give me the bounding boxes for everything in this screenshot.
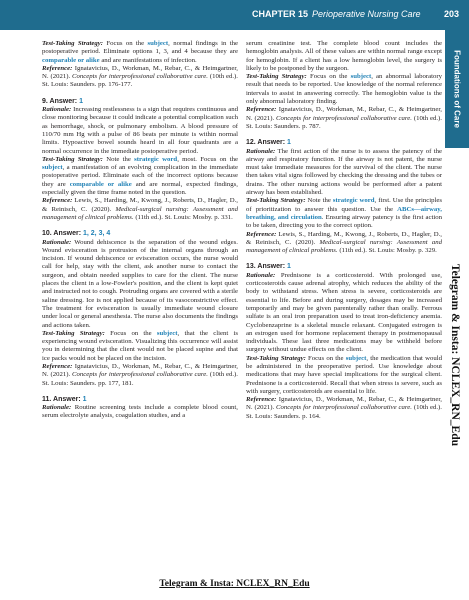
reference-paragraph: Reference: Ignatavicius, D., Workman, M., Rebar, C., & Heimgartner, N. (2021). Concepts for interprofessional collaborative care. (10th ed.). St. Louis: Saunders. p. 164. bbox=[246, 396, 442, 420]
reference-paragraph: Reference: Lewis, S., Harding, M., Kwong, J., Roberts, D., Hagler, D., & Reinisch, C. (2020). Medical-surgical nursing: Assessment and management of clinical problems. (11th ed.). St. Louis: Mosby. p. 329. bbox=[246, 230, 442, 255]
rationale-paragraph: Rationale: Prednisone is a corticosteroid. With prolonged use, corticosteroids cause adrenal atrophy, which reduces the ability of the body to withstand stress. When stress is severe, corticosteroids are essential to life. Before and during surgery, dosages may be increased temporarily and may be given parenterally rather than orally. Ferrous sulfate is an oral iron preparation used to treat iron-deficiency anemia. Cyclobenzaprine is a skeletal muscle relaxant. Conjugated estrogen is an estrogen used for hormone replacement therapy in postmenopausal individuals. These last three medications may be withheld before surgery without undue effects on the client. bbox=[246, 271, 442, 354]
reference-paragraph: Reference: Ignatavicius, D., Workman, M., Rebar, C., & Heimgartner, N. (2021). Concepts for interprofessional collaborative care. (10th ed.). St. Louis: Saunders. pp. 177, 181. bbox=[42, 362, 238, 387]
reference-paragraph: Reference: Ignatavicius, D., Workman, M., Rebar, C., & Heimgartner, N. (2021). Concepts for interprofessional collaborative care. (10th ed.). St. Louis: Saunders. pp. 176-177. bbox=[42, 64, 238, 89]
chapter-title: Perioperative Nursing Care bbox=[312, 9, 421, 19]
right-column bbox=[246, 40, 442, 421]
tts-paragraph: Test-Taking Strategy: Focus on the subject, the medication that would be administered in the preoperative period. Use knowledge about medications that may have special implications for the surgical client. Prednisone is a corticosteroid. Recall that when stress is severe, such as with surgery, corticosteroids are essential to life. bbox=[246, 354, 442, 395]
rationale-paragraph: Rationale: Increasing restlessness is a sign that requires continuous and close monitoring because it could indicate a potential complication such as hemorrhage, shock, or pulmonary embolism. A blood pressure of 110/70 mm Hg with a pulse of 86 beats per minute is within normal limits. Hypoactive bowel sounds heard in all four quadrants are a normal occurrence in the immediate postoperative period. bbox=[42, 106, 238, 155]
highlight-comparable: comparable or alike bbox=[42, 56, 100, 64]
rationale-paragraph: Rationale: Wound dehiscence is the separation of the wound edges. Wound evisceration is protrusion of the internal organs through an incision. If wound dehiscence or evisceration occurs, the nurse would call for help, stay with the client, ask another nurse to contact the surgeon, and obtain needed supplies to care for the client. The nurse places the client in a low-Fowler's position, and the client is kept quiet and instructed not to cough. Protruding organs are covered with a sterile saline dressing. Ice is not applied because of its vasoconstrictive effect. The treatment for evisceration is usually immediate wound closure under local or general anesthesia. The nurse also documents the findings and actions taken. bbox=[42, 238, 238, 329]
tts-paragraph: Test-Taking Strategy: Focus on the subject, that the client is experiencing wound evisceration. Visualizing this occurrence will assist you in determining that the client would not be placed supine and that ice packs would not be placed on the incision. bbox=[42, 329, 238, 362]
rationale-paragraph: Rationale: Routine screening tests include a complete blood count, serum electrolyte analysis, coagulation studies, and a bbox=[42, 404, 238, 420]
answer-10-heading: 10. Answer: 1, 2, 3, 4 bbox=[42, 230, 111, 238]
left-column bbox=[42, 40, 238, 421]
tts-paragraph: Test-Taking Strategy: Focus on the subject, an abnormal laboratory result that needs to be reported. Use knowledge of the normal reference intervals to assist in answering correctly. The hemoglobin value is the only abnormal laboratory finding. bbox=[246, 73, 442, 106]
bottom-watermark: Telegram & Insta: NCLEX_RN_Edu bbox=[159, 579, 310, 589]
chapter-number: CHAPTER 15 bbox=[252, 9, 309, 19]
answer-12-heading: 12. Answer: 1 bbox=[246, 139, 291, 147]
section-tab-label: Foundations of Care bbox=[452, 50, 462, 128]
tts-paragraph: Test-Taking Strategy: Focus on the subject, normal findings in the postoperative period. Eliminate options 1, 3, and 4 because they are comparable or alike and are manifestations of infection. bbox=[42, 40, 238, 64]
answer-13-heading: 13. Answer: 1 bbox=[246, 263, 291, 271]
tts-paragraph: Test-Taking Strategy: Note the strategic word, first. Use the principles of prioritization to answer this question. Use the ABCs—airway, breathing, and circulation. Ensuring airway patency is the first action to be taken, directing you to the correct option. bbox=[246, 197, 443, 230]
section-side-tab bbox=[445, 30, 469, 148]
rationale-continued: serum creatinine test. The complete blood count includes the hemoglobin analysis. All of these values are within normal range except for hemoglobin. If a client has a low hemoglobin level, the surgery is likely to be postponed by the surgeon. bbox=[246, 40, 442, 72]
rationale-paragraph: Rationale: The first action of the nurse is to assess the patency of the airway and respiratory function. If the airway is not patent, the nurse must take immediate measures for the survival of the client. The nurse then takes vital signs followed by checking the dressing and the tubes or drains. The other nursing actions would be performed after a patent airway has been established. bbox=[246, 147, 442, 197]
running-head bbox=[252, 9, 421, 19]
page-header bbox=[0, 0, 469, 30]
tts-label: Test-Taking Strategy: bbox=[42, 40, 103, 47]
reference-paragraph: Reference: Lewis, S., Harding, M., Kwong, J., Roberts, D., Hagler, D., & Reinisch, C. (2020). Medical-surgical nursing: Assessment and management of clinical problems. (11th ed.). St. Louis: Mosby. p. 331. bbox=[42, 197, 238, 221]
answer-9-heading: 9. Answer: 1 bbox=[42, 97, 83, 105]
side-watermark: Telegram & Insta: NCLEX_RN_Edu bbox=[449, 264, 461, 446]
page-number: 203 bbox=[444, 9, 460, 19]
highlight-subject: subject bbox=[147, 40, 169, 47]
reference-paragraph: Reference: Ignatavicius, D., Workman, M., Rebar, C., & Heimgartner, N. (2021). Concepts for interprofessional collaborative care. (10th ed.). St. Louis: Saunders. p. 787. bbox=[246, 106, 442, 130]
tts-paragraph: Test-Taking Strategy: Note the strategic word, most. Focus on the subject, a manifestation of an evolving complication in the immediate postoperative period. Eliminate each of the incorrect options because they are comparable or alike and are normal, expected findings, especially given the time frame noted in the question. bbox=[42, 155, 238, 197]
answer-11-heading: 11. Answer: 1 bbox=[42, 395, 87, 403]
